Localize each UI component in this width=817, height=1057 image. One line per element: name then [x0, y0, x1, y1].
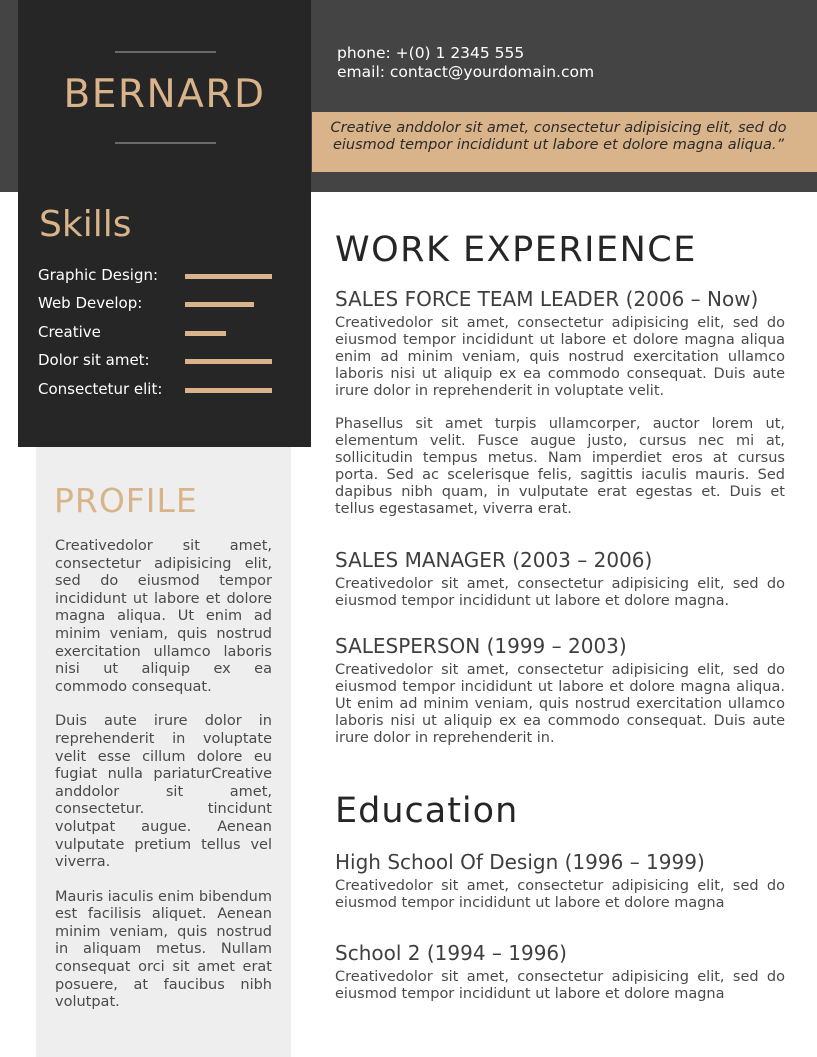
name-rule-top: [115, 51, 216, 53]
name-rule-bottom: [115, 142, 216, 144]
job-paragraph: Creativedolor sit amet, consectetur adipisicing elit, sed do eiusmod tempor incididunt ut labore et dolore magna aliqua enim ad minim veniam, quis nostrud exercitation ullamco laboris nisi ut aliquip ex ea commodo consequat. Duis aute irure dolor in reprehenderit in voluptate velit.: [335, 315, 785, 399]
skill-row: [38, 265, 298, 289]
profile-text: [55, 538, 272, 1029]
skills-heading: Skills: [39, 204, 132, 245]
email-text: email: contact@yourdomain.com: [337, 62, 595, 81]
education-paragraph: Creativedolor sit amet, consectetur adipisicing elit, sed do eiusmod tempor incididunt ut labore et dolore magna: [335, 878, 785, 911]
work-experience-heading: WORK EXPERIENCE: [335, 230, 697, 270]
education-description: [335, 969, 785, 1020]
job-title: SALES FORCE TEAM LEADER (2006 – Now): [335, 287, 759, 311]
education-heading: Education: [335, 791, 519, 831]
candidate-name: BERNARD: [63, 72, 266, 117]
skill-level-bar: [185, 359, 272, 364]
job-paragraph: Creativedolor sit amet, consectetur adipisicing elit, sed do eiusmod tempor incididunt ut labore et dolore magna.: [335, 576, 785, 609]
education-description: [335, 878, 785, 929]
job-title: SALESPERSON (1999 – 2003): [335, 634, 627, 658]
job-title: SALES MANAGER (2003 – 2006): [335, 548, 653, 572]
skill-row: [38, 293, 298, 317]
job-paragraph: Phasellus sit amet turpis ullamcorper, auctor lorem ut, elementum velit. Fusce augue justo, cursus nec mi at, sollicitudin tempus metus. Nam imperdiet eros at cursus porta. Sed ac scelerisque felis, sagittis iaculis mauris. Sed dapibus nibh quam, in vulputate erat egestas et. Duis et tellus egestasamet, viverra erat.: [335, 416, 785, 517]
profile-paragraph: Creativedolor sit amet, consectetur adipisicing elit, sed do eiusmod tempor incididunt ut labore et dolore magna aliqua. Ut enim ad minim veniam, quis nostrud exercitation ullamco laboris nisi ut aliquip ex ea commodo consequat.: [55, 538, 272, 695]
quote-banner: Creative anddolor sit amet, consectetur adipisicing elit, sed do eiusmod tempor incididunt ut labore et dolore magna aliqua.”: [312, 112, 817, 172]
education-paragraph: Creativedolor sit amet, consectetur adipisicing elit, sed do eiusmod tempor incididunt ut labore et dolore magna: [335, 969, 785, 1002]
profile-paragraph: Mauris iaculis enim bibendum est facilisis aliquet. Aenean minim veniam, quis nostrud in aliquam metus. Nullam consequat orci sit amet erat posuere, at faucibus nibh volutpat.: [55, 888, 272, 1011]
skill-level-bar: [185, 302, 254, 307]
job-description: [335, 662, 785, 763]
phone-text: phone: +(0) 1 2345 555: [337, 44, 525, 62]
skill-level-bar: [185, 388, 272, 393]
job-description: [335, 576, 785, 627]
skill-row: [38, 322, 298, 346]
contact-info: [337, 44, 594, 81]
skill-label: Web Develop:: [38, 294, 143, 312]
skill-row: [38, 350, 298, 374]
skill-row: [38, 379, 298, 403]
profile-heading: PROFILE: [54, 481, 198, 520]
skill-label: Dolor sit amet:: [38, 351, 150, 369]
skill-label: Consectetur elit:: [38, 380, 163, 398]
job-description: [335, 315, 785, 535]
skill-level-bar: [185, 331, 226, 336]
name-panel: [18, 0, 311, 447]
profile-paragraph: Duis aute irure dolor in reprehenderit in voluptate velit esse cillum dolore eu fugiat nulla pariaturCreative anddolor sit amet, consectetur. tincidunt volutpat augue. Aenean vulputate pretium tellus vel viverra.: [55, 713, 272, 871]
education-title: School 2 (1994 – 1996): [335, 941, 567, 965]
skill-label: Creative: [38, 323, 101, 341]
education-title: High School Of Design (1996 – 1999): [335, 850, 705, 874]
profile-section: [36, 447, 291, 1057]
job-paragraph: Creativedolor sit amet, consectetur adipisicing elit, sed do eiusmod tempor incididunt ut labore et dolore magna aliqua. Ut enim ad minim veniam, quis nostrud exercitation ullamco laboris nisi ut aliquip ex ea commodo consequat. Duis aute irure dolor in reprehenderit in.: [335, 662, 785, 746]
skill-level-bar: [185, 274, 272, 279]
skill-label: Graphic Design:: [38, 266, 159, 284]
